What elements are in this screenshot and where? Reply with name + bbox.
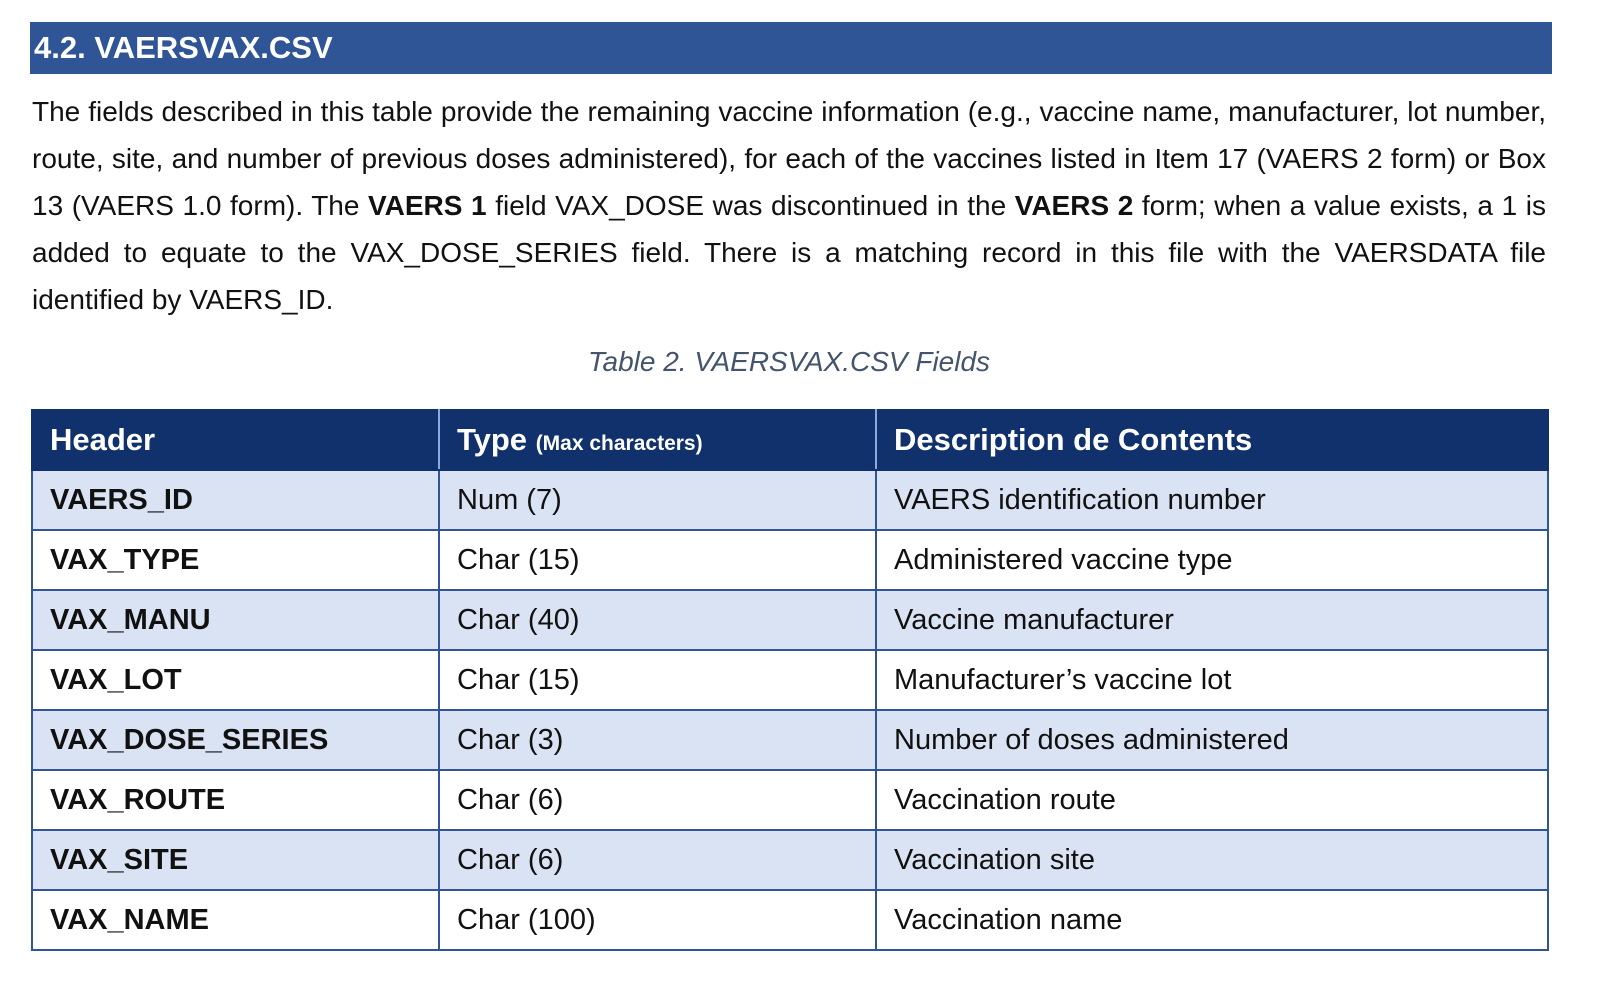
intro-bold-vaers2: VAERS 2: [1014, 190, 1134, 221]
cell-type: Char (3): [439, 710, 876, 770]
table-row: [32, 770, 1548, 830]
cell-header: VAX_MANU: [32, 590, 439, 650]
cell-description: VAERS identification number: [876, 470, 1548, 530]
cell-description: Manufacturer’s vaccine lot: [876, 650, 1548, 710]
table-row: [32, 530, 1548, 590]
table-row: [32, 590, 1548, 650]
cell-header: VAERS_ID: [32, 470, 439, 530]
cell-type: Char (15): [439, 530, 876, 590]
table-row: [32, 710, 1548, 770]
column-header-type: [439, 410, 876, 470]
intro-text-1: The fields described in this table provide the remaining vaccine information (e.g., vaccine name, manufacturer, lot number, route, site, and number of previous doses administered), for each of the vaccines listed in Item 17 (VAERS 2 form) or Box 13 (VAERS 1.0 form). The: [32, 96, 1546, 221]
cell-type: Char (40): [439, 590, 876, 650]
cell-type: Char (6): [439, 770, 876, 830]
section-heading-bar: [30, 22, 1552, 74]
intro-text-3: form; when a value exists, a 1 is added to equate to the VAX_DOSE_SERIES field. There is a matching record in this file with the VAERSDATA file identified by VAERS_ID.: [32, 190, 1546, 315]
cell-description: Administered vaccine type: [876, 530, 1548, 590]
cell-header: VAX_DOSE_SERIES: [32, 710, 439, 770]
intro-paragraph: [32, 88, 1546, 323]
cell-description: Number of doses administered: [876, 710, 1548, 770]
cell-type: Char (100): [439, 890, 876, 950]
column-header-type-sub: (Max characters): [535, 432, 703, 455]
cell-description: Vaccination name: [876, 890, 1548, 950]
column-header-header: Header: [32, 410, 439, 470]
cell-header: VAX_NAME: [32, 890, 439, 950]
table-caption: Table 2. VAERSVAX.CSV Fields: [587, 346, 991, 377]
section-title: 4.2. VAERSVAX.CSV: [34, 30, 333, 65]
cell-header: VAX_TYPE: [32, 530, 439, 590]
intro-bold-vaers1: VAERS 1: [368, 190, 487, 221]
cell-type: Num (7): [439, 470, 876, 530]
intro-text-2: field VAX_DOSE was discontinued in the: [486, 190, 1015, 221]
table-row: [32, 650, 1548, 710]
table-row: [32, 470, 1548, 530]
fields-table: [31, 409, 1549, 951]
table-row: [32, 890, 1548, 950]
table-row: [32, 830, 1548, 890]
column-header-description: Description de Contents: [876, 410, 1548, 470]
cell-type: Char (15): [439, 650, 876, 710]
table-header-row: [32, 410, 1548, 470]
cell-description: Vaccine manufacturer: [876, 590, 1548, 650]
cell-description: Vaccination route: [876, 770, 1548, 830]
cell-header: VAX_SITE: [32, 830, 439, 890]
cell-description: Vaccination site: [876, 830, 1548, 890]
cell-header: VAX_LOT: [32, 650, 439, 710]
cell-header: VAX_ROUTE: [32, 770, 439, 830]
column-header-type-label: Type: [457, 422, 528, 457]
cell-type: Char (6): [439, 830, 876, 890]
